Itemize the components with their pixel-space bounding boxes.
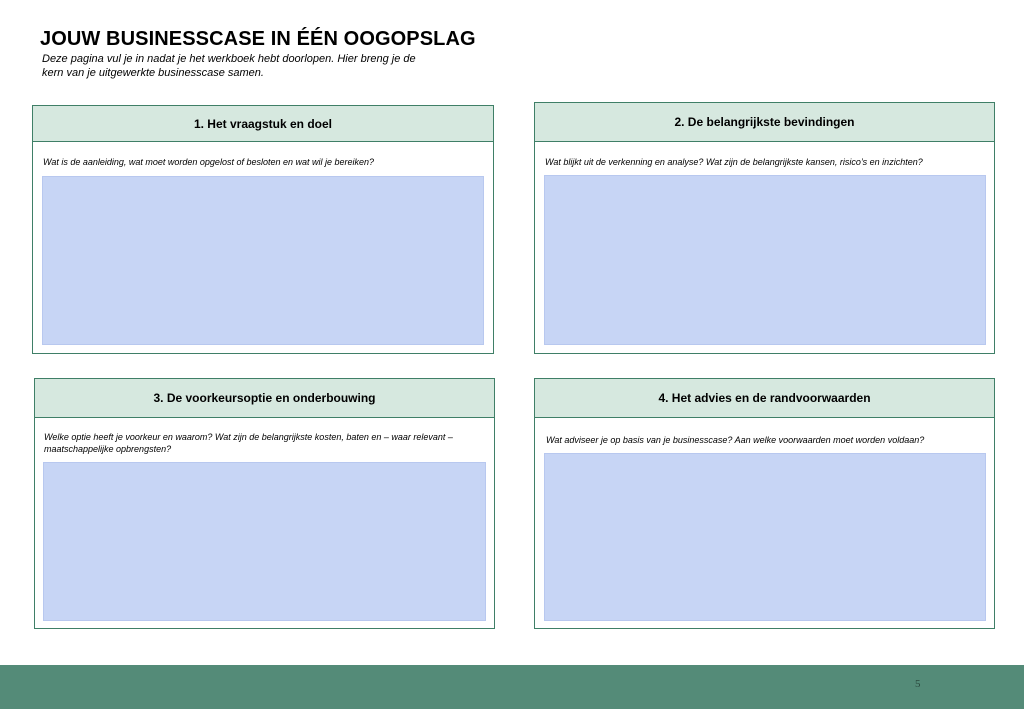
card-heading: 1. Het vraagstuk en doel xyxy=(33,106,493,142)
card-prompt: Welke optie heeft je voorkeur en waarom? Wat zijn de belangrijkste kosten, baten en – waar relevant – maatschappelijke opbrengsten? xyxy=(44,432,453,454)
card-prompt: Wat adviseer je op basis van je businesscase? Aan welke voorwaarden moet worden voldaan? xyxy=(546,435,925,445)
card-heading: 2. De belangrijkste bevindingen xyxy=(535,103,994,142)
card-prompt: Wat blijkt uit de verkenning en analyse? Wat zijn de belangrijkste kansen, risico’s en inzichten? xyxy=(545,157,923,167)
card-vraagstuk-doel xyxy=(32,105,494,354)
answer-field[interactable] xyxy=(544,453,986,621)
page-number: 5 xyxy=(915,678,921,690)
answer-field[interactable] xyxy=(43,462,486,621)
footer-bar xyxy=(0,665,1024,709)
card-heading: 3. De voorkeursoptie en onderbouwing xyxy=(35,379,494,418)
page-subtitle: Deze pagina vul je in nadat je het werkboek hebt doorlopen. Hier breng je de kern van je uitgewerkte businesscase samen. xyxy=(42,53,416,79)
answer-field[interactable] xyxy=(42,176,484,345)
card-bevindingen xyxy=(534,102,995,354)
card-voorkeursoptie xyxy=(34,378,495,629)
page-title: JOUW BUSINESSCASE IN ÉÉN OOGOPSLAG xyxy=(40,28,476,50)
answer-field[interactable] xyxy=(544,175,986,345)
card-heading: 4. Het advies en de randvoorwaarden xyxy=(535,379,994,418)
card-prompt: Wat is de aanleiding, wat moet worden opgelost of besloten en wat wil je bereiken? xyxy=(43,157,375,167)
card-advies xyxy=(534,378,995,629)
